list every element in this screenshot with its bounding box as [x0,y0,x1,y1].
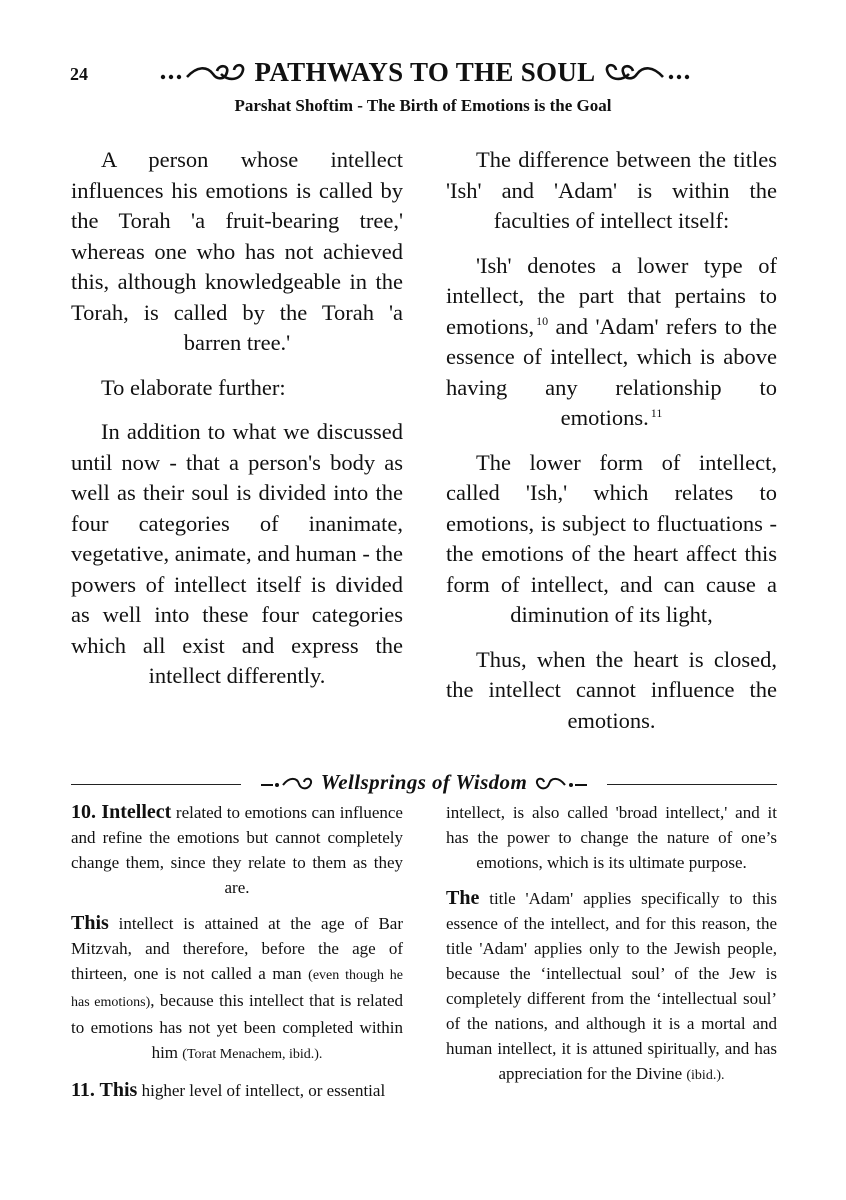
paragraph-text: 'Ish' denotes a lower type of intellect, the part that pertains to emotions, [446,252,777,339]
footnote-ref[interactable]: 10 [536,314,549,328]
paragraph: The lower form of intellect, called 'Ish,' which relates to emotions, is subject to fluctuations - the emotions of the heart affect this form of intellect, and can cause a diminution of its light, [446,449,777,627]
footnote-lead: The [446,887,480,909]
footnote-lead: 11. This [71,1079,138,1101]
footnote-ref[interactable]: 11 [650,405,663,420]
paragraph-text: and 'Adam' refers to the essence of intellect, which is above having any relationship to emotions. [446,313,777,430]
footnote-aside: (even though he has emotions) [71,968,403,1010]
page-number: 24 [70,64,88,84]
paragraph: Thus, when the heart is closed, the intellect cannot influence the emotions. [446,646,777,733]
footnote-citation: (ibid.). [686,1068,725,1083]
footnote [446,886,777,1088]
footnote-text: title 'Adam' applies specifically to this essence of the intellect, and for this reason, the title 'Adam' applies only to the Jewish people, because the ‘intellectual soul’ of the Jew is completely different from the ‘intellectual soul’ of the nations, and although it is a mortal and human intellect, it is attuned spiritually, and has appreciation for the Divine [446,889,777,1083]
footnote-text: higher level of intellect, or essential [137,1081,386,1100]
footnote-lead: This [71,912,109,934]
footnote [71,1078,403,1103]
footnote-text: , because this intellect that is related to emotions has not yet been completed within him [71,991,404,1062]
divider-title: Wellsprings of Wisdom [320,770,528,794]
paragraph [446,251,777,434]
footnote-lead: 10. Intellect [71,801,172,823]
page-header [0,52,846,92]
section-divider [71,770,777,800]
footnote-continuation: intellect, is also called 'broad intellect,' and it has the power to change the nature of one’s emotions, which is its ultimate purpose. [446,803,777,872]
left-column [71,145,403,706]
left-flourish-icon [259,775,315,793]
paragraph: In addition to what we discussed until now - that a person's body as well as their soul is divided into the four categories of inanimate, vegetative, animate, and human - the powers of intellect itself is divided as well into these four categories which all exist and express the intellect differently. [71,419,403,688]
paragraph: A person whose intellect influences his emotions is called by the Torah 'a fruit-bearing tree,' whereas one who has not achieved this, although knowledgeable in the Torah, is called by the Torah 'a barren tree.' [71,147,403,355]
running-title [130,52,720,92]
chapter-subtitle: Parshat Shoftim - The Birth of Emotions is the Goal [234,96,612,115]
paragraph: The difference between the titles 'Ish' and 'Adam' is within the faculties of intellect itself: [446,147,777,233]
right-column [446,145,777,750]
footnote-citation: (Torat Menachem, ibid.). [182,1047,323,1062]
footnote-text: related to emotions can influence and refine the emotions but cannot completely change them, since they relate to them as they are. [71,803,403,897]
footnotes-left [71,800,403,1114]
right-flourish-icon [533,775,589,793]
right-flourish-icon [603,60,693,84]
divider-heading [71,770,777,795]
footnote [71,911,403,1067]
book-title: PATHWAYS TO THE SOUL [254,56,596,87]
footnote [71,800,403,900]
footnote-text: intellect is attained at the age of Bar Mitzvah, and therefore, before the age of thirteen, one is not called a man [71,914,403,983]
paragraph: To elaborate further: [101,374,286,400]
left-flourish-icon [157,60,247,84]
footnotes-right [446,800,777,1099]
